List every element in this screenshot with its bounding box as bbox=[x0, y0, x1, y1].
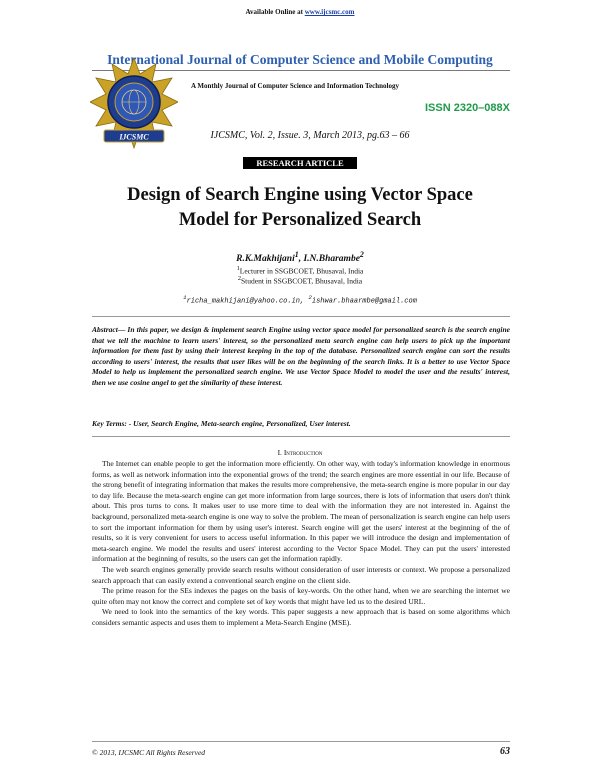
email-link[interactable]: richa_makhijani@yahoo.co.in, bbox=[186, 297, 309, 306]
author-name: R.K.Makhijani bbox=[236, 254, 295, 265]
abstract: Abstract— In this paper, we design & implement search Engine using vector space model for personalized search is the search engine that we tell the machine to learn users' interest, so the personalized meta search engine can help users to pick up the important information for them fast by using their interest keeping in the top of the database. Personalized search engine can sort the results according to users' interest, the results that user likes will be on the beginning of the search links. It is a better to use Vector Space Model to help us implement the personalized search engine. We use Vector Space Model to model the user and the results' interest, then we use cosine angel to get the similarity of these interest. bbox=[92, 325, 510, 387]
journal-logo bbox=[90, 56, 178, 152]
author-sup: 2 bbox=[359, 250, 364, 259]
paper-title-line2: Model for Personalized Search bbox=[178, 210, 422, 230]
author-name: I.N.Bharambe bbox=[303, 254, 360, 265]
introduction-body bbox=[92, 459, 510, 629]
section-title: Introduction bbox=[283, 448, 323, 457]
page-number: 63 bbox=[500, 746, 510, 757]
affiliation-sup: 1 bbox=[236, 265, 240, 272]
affiliation bbox=[0, 265, 600, 276]
author-emails bbox=[0, 294, 600, 305]
email-sup: 2 bbox=[308, 294, 312, 301]
copyright: © 2013, IJCSMC All Rights Reserved bbox=[92, 748, 206, 757]
key-terms: Key Terms: - User, Search Engine, Meta-search engine, Personalized, User interest. bbox=[92, 419, 351, 428]
logo-text: IJCSMC bbox=[119, 132, 149, 142]
volume-info: IJCSMC, Vol. 2, Issue. 3, March 2013, pg.63 – 66 bbox=[210, 130, 410, 141]
journal-subtitle: A Monthly Journal of Computer Science and Information Technology bbox=[191, 82, 399, 90]
affiliation-text: Student in SSGBCOET, Bhusaval, India bbox=[241, 276, 363, 286]
body-paragraph: The prime reason for the SEs indexes the pages on the basis of key-words. On the other hand, when we are searching the internet we quite often may not know the correct and complete set of key words that might have led us to the desired URL. bbox=[92, 586, 510, 606]
available-prefix: Available Online at bbox=[245, 8, 305, 16]
body-paragraph: The Internet can enable people to get the information more efficiently. On other way, with today's information knowledge in enormous forms, as well as network information into the exponential grows of the trend; the search engines are more essential in our life. Because of the strong benefit of integrating information that makes the results more comprehensive, the meta-search engine is more popular in our day to day life. Because the meta-search engine can get more information from large sources, there is lots of information that users don't think about. This pros turns to cons. It makes user to use more time to deal with the information they are not interested in. Against the background, personalized meta-search engine is one way to solve the problem. The mean of personalization is search engine can help users to sort the important information for them by using user's interest. Search engine will get the users' interest at the beginning of the of results, so it is very convenient for users to access useful information. In this paper we will introduce the design and implementation of meta-search engine. We model the results and users' interest according to the Vector Space Model. They can put the users' interested information at the beginning of results, so the users can get the information rapidly. bbox=[92, 459, 510, 564]
abstract-top-rule bbox=[92, 316, 510, 317]
footer-rule bbox=[92, 741, 510, 742]
section-heading bbox=[0, 448, 600, 457]
authors bbox=[0, 250, 600, 264]
issn-number: ISSN 2320–088X bbox=[424, 102, 510, 114]
body-paragraph: The web search engines generally provide search results without consideration of user interests or context. We propose a personalized search approach that can easily extend a conventional search engine on the client side. bbox=[92, 564, 510, 585]
email-sup: 1 bbox=[183, 294, 187, 301]
section-number: I. bbox=[277, 448, 284, 457]
journal-title: International Journal of Computer Science and Mobile Computing bbox=[107, 52, 493, 67]
available-online bbox=[0, 8, 600, 16]
author-sup: 1 bbox=[294, 250, 299, 259]
body-paragraph: We need to look into the semantics of the key words. This paper suggests a new approach that is based on some algorithms which considers semantic aspects and uses them to implement a Meta-Search Engine (MSE). bbox=[92, 607, 510, 627]
author-separator: , bbox=[298, 254, 304, 265]
email-link[interactable]: ishwar.bhaarmbe@gmail.com bbox=[311, 297, 417, 306]
affiliation bbox=[0, 275, 600, 286]
paper-title-line1: Design of Search Engine using Vector Space bbox=[127, 185, 473, 205]
article-type-badge: RESEARCH ARTICLE bbox=[243, 157, 357, 169]
affiliation-text: Lecturer in SSGBCOET, Bhusaval, India bbox=[239, 266, 364, 276]
journal-url-link[interactable]: www.ijcsmc.com bbox=[304, 8, 355, 16]
affiliation-sup: 2 bbox=[237, 275, 241, 282]
paper-title bbox=[60, 183, 540, 233]
abstract-bottom-rule bbox=[92, 436, 510, 437]
